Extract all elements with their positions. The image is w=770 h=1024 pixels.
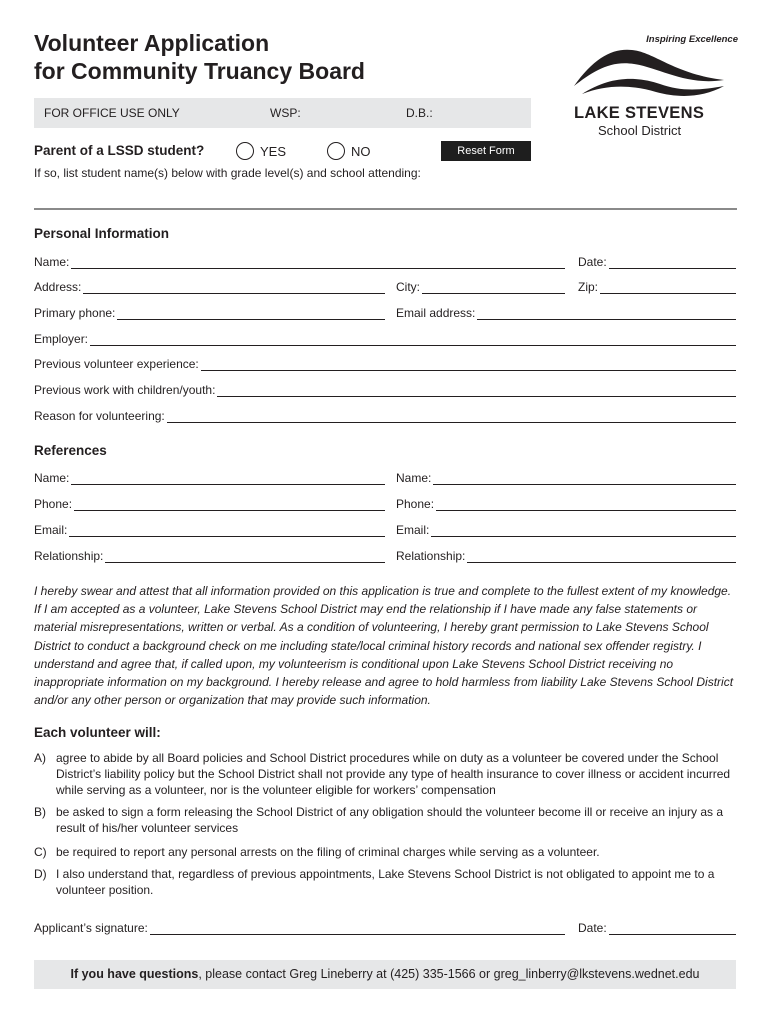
clause-text: agree to abide by all Board policies and School District procedures while on duty as a volunteer be covered under the School District’s liability policy but the School District shall not provide any type of health insurance to cover illness or accident incurred while serving as a volunteer, nor is the volunteer eligible for workers’ compensation	[56, 751, 731, 797]
no-radio[interactable]	[327, 142, 345, 160]
date-input-line[interactable]	[609, 257, 736, 269]
reason-input-line[interactable]	[167, 411, 736, 423]
previous-volunteer-field[interactable]	[34, 355, 736, 371]
student-list-line[interactable]	[34, 208, 737, 210]
logo-tagline: Inspiring Excellence	[646, 34, 738, 45]
email-address-label: Email address:	[396, 306, 476, 320]
previous-work-label: Previous work with children/youth:	[34, 383, 216, 397]
clause-d	[34, 866, 740, 898]
name-input-line[interactable]	[71, 257, 565, 269]
ref2-relationship-field[interactable]	[396, 547, 736, 563]
reason-label: Reason for volunteering:	[34, 409, 165, 423]
title-line-1: Volunteer Application	[34, 30, 270, 56]
clause-text: I also understand that, regardless of previous appointments, Lake Stevens School District is not obligated to appoint me to a volunteer position.	[56, 867, 715, 897]
primary-phone-input-line[interactable]	[117, 308, 385, 320]
ref1-phone-field[interactable]	[34, 495, 385, 511]
each-volunteer-heading: Each volunteer will:	[34, 725, 161, 740]
declaration-text: I hereby swear and attest that all information provided on this application is true and complete to the fullest extent of my knowledge. If I am accepted as a volunteer, Lake Stevens School District may end the relationship if I have made any false statements or material misrepresentations, written or verbal. As a condition of volunteering, I hereby grant permission to Lake Stevens School District to conduct a background check on me including state/local criminal history records and national sex offender registry. I understand and agree that, if called upon, my volunteerism is conditional upon Lake Stevens School District receiving no inappropriate information on my background. I hereby release and agree to hold harmless from liability Lake Stevens School District and/or any other person or organization that may provide such information.	[34, 584, 734, 708]
office-use-label: FOR OFFICE USE ONLY	[44, 106, 180, 120]
address-field[interactable]	[34, 278, 385, 294]
footer-contact-text: , please contact Greg Lineberry at (425) 335-1566 or greg_linberry@lkstevens.wednet.edu	[198, 967, 700, 981]
clause-text: be asked to sign a form releasing the School District of any obligation should the volunteer become ill or receive an injury as a result of his/her volunteer services	[56, 805, 724, 835]
clause-a	[34, 750, 740, 798]
city-field[interactable]	[396, 278, 565, 294]
email-address-input-line[interactable]	[477, 308, 736, 320]
ref2-name-input-line[interactable]	[433, 473, 736, 485]
yes-radio[interactable]	[236, 142, 254, 160]
logo-name: LAKE STEVENS	[574, 104, 705, 122]
address-input-line[interactable]	[83, 282, 385, 294]
previous-volunteer-label: Previous volunteer experience:	[34, 357, 199, 371]
ref1-name-field[interactable]	[34, 469, 385, 485]
ref1-phone-input-line[interactable]	[74, 499, 385, 511]
title-line-2: for Community Truancy Board	[34, 58, 365, 84]
previous-work-input-line[interactable]	[217, 385, 736, 397]
ref2-email-field[interactable]	[396, 521, 736, 537]
signature-label: Applicant’s signature:	[34, 921, 148, 935]
clause-text: be required to report any personal arrests on the filing of criminal charges while serving as a volunteer.	[56, 845, 600, 859]
clause-letter: B)	[34, 805, 46, 819]
signature-input-line[interactable]	[150, 923, 565, 935]
contact-footer	[34, 960, 736, 989]
zip-field[interactable]	[578, 278, 736, 294]
signature-date-field[interactable]	[578, 919, 736, 935]
ref2-email-label: Email:	[396, 523, 430, 537]
wsp-label: WSP:	[270, 106, 301, 120]
reason-field[interactable]	[34, 407, 736, 423]
city-label: City:	[396, 280, 420, 294]
name-field[interactable]	[34, 253, 565, 269]
clause-c	[34, 844, 740, 860]
address-label: Address:	[34, 280, 82, 294]
db-label: D.B.:	[406, 106, 433, 120]
ref1-name-label: Name:	[34, 471, 70, 485]
previous-volunteer-input-line[interactable]	[201, 359, 736, 371]
zip-input-line[interactable]	[600, 282, 736, 294]
footer-bold-text: If you have questions	[70, 967, 199, 981]
city-input-line[interactable]	[422, 282, 565, 294]
ref2-email-input-line[interactable]	[431, 525, 736, 537]
primary-phone-label: Primary phone:	[34, 306, 116, 320]
zip-label: Zip:	[578, 280, 599, 294]
employer-input-line[interactable]	[90, 334, 736, 346]
ref2-phone-input-line[interactable]	[436, 499, 736, 511]
clause-b	[34, 804, 740, 836]
previous-work-field[interactable]	[34, 381, 736, 397]
ref2-phone-label: Phone:	[396, 497, 435, 511]
ref1-email-input-line[interactable]	[69, 525, 385, 537]
parent-question-label: Parent of a LSSD student?	[34, 143, 205, 158]
ref2-relationship-label: Relationship:	[396, 549, 466, 563]
clause-letter: C)	[34, 845, 47, 859]
ref2-phone-field[interactable]	[396, 495, 736, 511]
reset-form-button[interactable]: Reset Form	[441, 141, 531, 161]
clause-letter: D)	[34, 867, 47, 881]
district-logo	[568, 32, 740, 140]
personal-info-heading: Personal Information	[34, 226, 170, 241]
ref1-phone-label: Phone:	[34, 497, 73, 511]
mountain-wave-icon	[574, 42, 724, 98]
primary-phone-field[interactable]	[34, 304, 385, 320]
ref1-email-field[interactable]	[34, 521, 385, 537]
date-label: Date:	[578, 255, 607, 269]
logo-subname: School District	[598, 123, 682, 138]
office-use-bar	[34, 98, 531, 128]
ref1-relationship-input-line[interactable]	[105, 551, 385, 563]
name-label: Name:	[34, 255, 70, 269]
no-radio-label: NO	[351, 144, 371, 159]
ref2-name-label: Name:	[396, 471, 432, 485]
ref1-relationship-label: Relationship:	[34, 549, 104, 563]
ref1-name-input-line[interactable]	[71, 473, 385, 485]
signature-date-label: Date:	[578, 921, 607, 935]
employer-label: Employer:	[34, 332, 89, 346]
signature-field[interactable]	[34, 919, 565, 935]
student-list-hint: If so, list student name(s) below with grade level(s) and school attending:	[34, 166, 421, 180]
ref2-name-field[interactable]	[396, 469, 736, 485]
ref1-relationship-field[interactable]	[34, 547, 385, 563]
email-address-field[interactable]	[396, 304, 736, 320]
clause-letter: A)	[34, 751, 46, 765]
employer-field[interactable]	[34, 330, 736, 346]
ref1-email-label: Email:	[34, 523, 68, 537]
yes-radio-label: YES	[260, 144, 287, 159]
page-title	[34, 29, 365, 85]
references-heading: References	[34, 443, 107, 458]
date-field[interactable]	[578, 253, 736, 269]
signature-date-input-line[interactable]	[609, 923, 736, 935]
ref2-relationship-input-line[interactable]	[467, 551, 736, 563]
